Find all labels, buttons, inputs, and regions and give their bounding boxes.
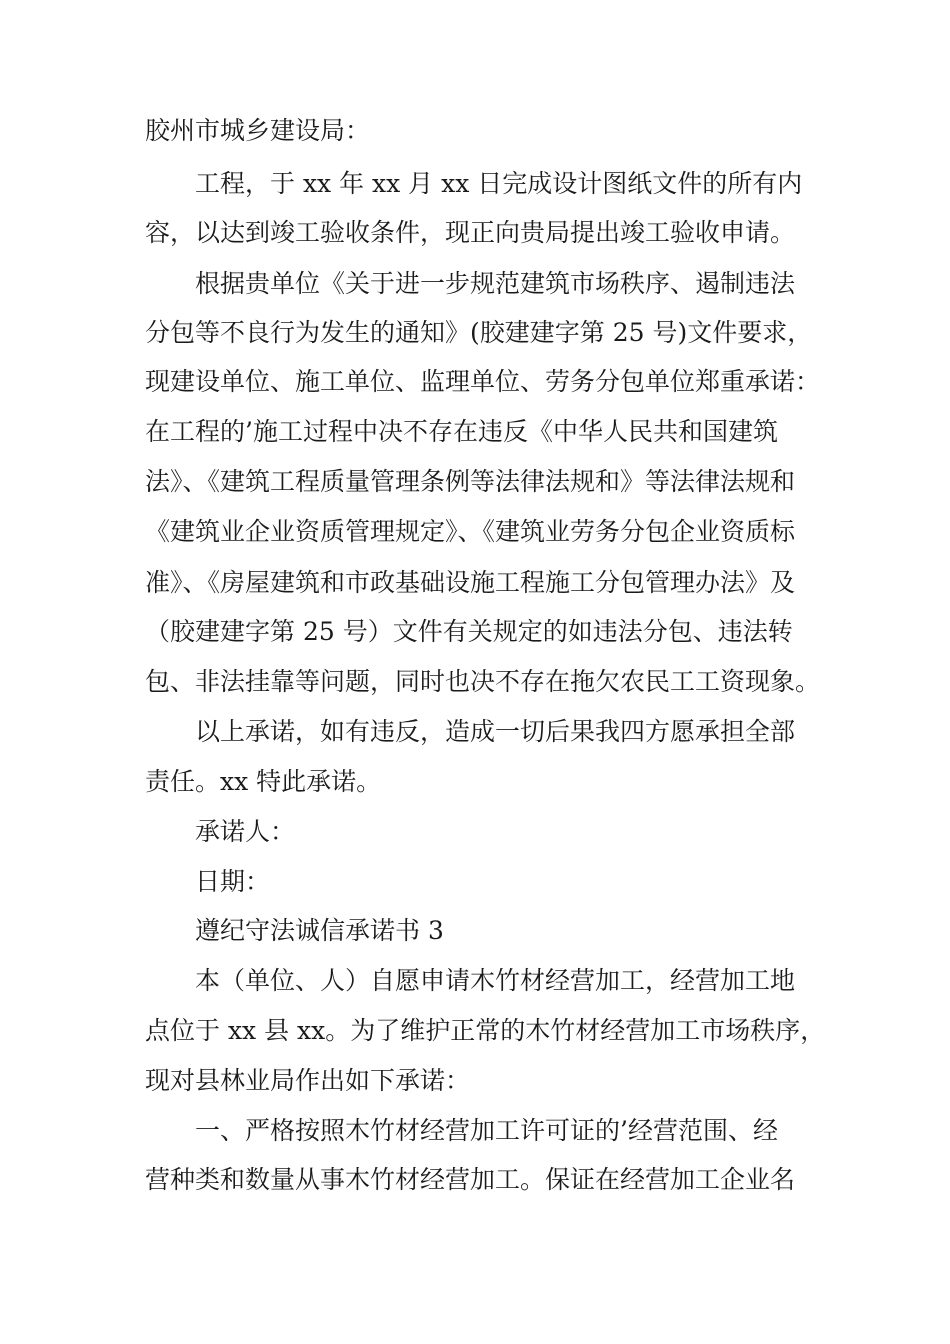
text-line: 准》、《房屋建筑和市政基础设施工程施工分包管理办法》及 — [145, 568, 796, 597]
text-line: 现建设单位、施工单位、监理单位、劳务分包单位郑重承诺： — [145, 367, 821, 396]
promisor-label: 承诺人： — [195, 817, 296, 846]
text-line: 包、非法挂靠等问题，同时也决不存在拖欠农民工工资现象。 — [145, 667, 821, 696]
text-line: （胶建建字第 25 号）文件有关规定的如违法分包、违法转 — [145, 617, 793, 646]
section-title: 遵纪守法诚信承诺书 3 — [195, 916, 444, 945]
text-line: 营种类和数量从事木竹材经营加工。保证在经营加工企业名 — [145, 1165, 796, 1194]
text-line: 法》、《建筑工程质量管理条例等法律法规和》等法律法规和 — [145, 467, 796, 496]
text-line: 工程，于 xx 年 xx 月 xx 日完成设计图纸文件的所有内 — [195, 169, 803, 198]
text-line: 在工程的’施工过程中决不存在违反《中华人民共和国建筑 — [145, 417, 778, 446]
date-label: 日期： — [195, 867, 271, 896]
text-line: 《建筑业企业资质管理规定》、《建筑业劳务分包企业资质标 — [145, 517, 796, 546]
text-line: 一、严格按照木竹材经营加工许可证的’经营范围、经 — [195, 1116, 778, 1145]
text-line: 以上承诺，如有违反，造成一切后果我四方愿承担全部 — [195, 717, 796, 746]
text-line: 根据贵单位《关于进一步规范建筑市场秩序、遏制违法 — [195, 269, 796, 298]
text-line: 分包等不良行为发生的通知》(胶建建字第 25 号)文件要求， — [145, 318, 813, 347]
text-line: 本（单位、人）自愿申请木竹材经营加工，经营加工地 — [195, 966, 796, 995]
text-line: 点位于 xx 县 xx。为了维护正常的木竹材经营加工市场秩序， — [145, 1016, 826, 1045]
text-line: 现对县林业局作出如下承诺： — [145, 1066, 471, 1095]
text-line: 容，以达到竣工验收条件，现正向贵局提出竣工验收申请。 — [145, 218, 796, 247]
text-line: 责任。xx 特此承诺。 — [145, 767, 382, 796]
addressee-line: 胶州市城乡建设局： — [145, 116, 371, 145]
